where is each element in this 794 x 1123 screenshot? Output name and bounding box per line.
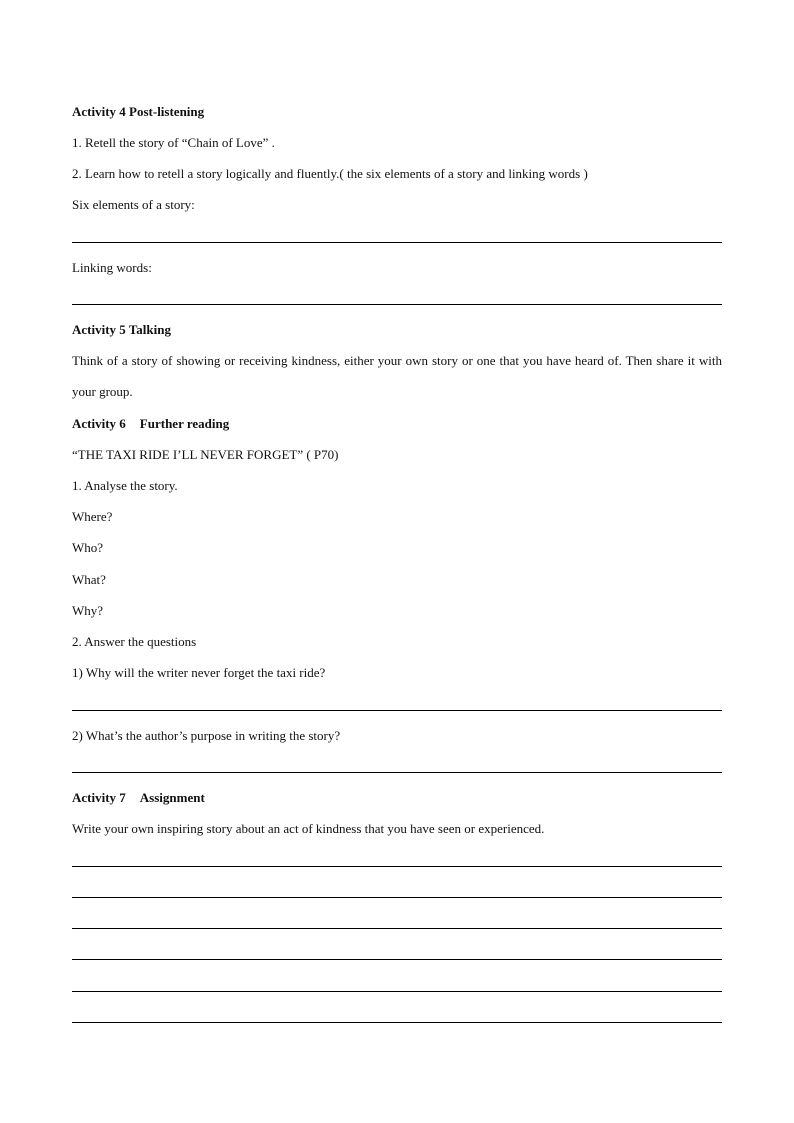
activity4-item1: 1. Retell the story of “Chain of Love” . [72,135,275,150]
assignment-answer-line[interactable] [72,928,722,929]
activity7-heading-title: Assignment [139,790,205,805]
activity6-why: Why? [72,603,104,618]
q2-2-answer-line[interactable] [72,772,722,773]
assignment-answer-line[interactable] [72,897,722,898]
worksheet-page [72,0,722,1123]
activity6-q1-title: 1. Analyse the story. [72,478,178,493]
activity6-where: Where? [72,509,113,524]
activity7-heading-number: Activity 7 [72,790,126,805]
activity6-heading-title: Further reading [139,416,230,431]
q2-1-answer-line[interactable] [72,710,722,711]
activity7-heading [72,790,722,806]
activity6-q2-title: 2. Answer the questions [72,634,197,649]
activity6-who: Who? [72,540,104,555]
six-elements-answer-line[interactable] [72,242,722,243]
assignment-answer-line[interactable] [72,959,722,960]
activity6-what: What? [72,572,106,587]
activity6-heading-number: Activity 6 [72,416,126,431]
activity6-q2-2: 2) What’s the author’s purpose in writing the story? [72,728,341,743]
activity4-item2: 2. Learn how to retell a story logically and fluently.( the six elements of a story and linking words ) [72,166,588,181]
assignment-answer-line[interactable] [72,1022,722,1023]
activity5-heading: Activity 5 Talking [72,322,171,337]
activity6-source: “THE TAXI RIDE I’LL NEVER FORGET” ( P70) [72,447,339,462]
activity7-prompt: Write your own inspiring story about an act of kindness that you have seen or experienced. [72,821,545,836]
six-elements-label: Six elements of a story: [72,197,195,212]
activity6-heading [72,416,722,432]
activity4-heading: Activity 4 Post-listening [72,104,205,119]
activity5-body: Think of a story of showing or receiving kindness, either your own story or one that you have heard of. Then share it with your group. [72,353,722,399]
linking-words-answer-line[interactable] [72,304,722,305]
assignment-answer-line[interactable] [72,991,722,992]
activity6-q2-1: 1) Why will the writer never forget the taxi ride? [72,665,326,680]
assignment-answer-line[interactable] [72,866,722,867]
linking-words-label: Linking words: [72,260,152,275]
